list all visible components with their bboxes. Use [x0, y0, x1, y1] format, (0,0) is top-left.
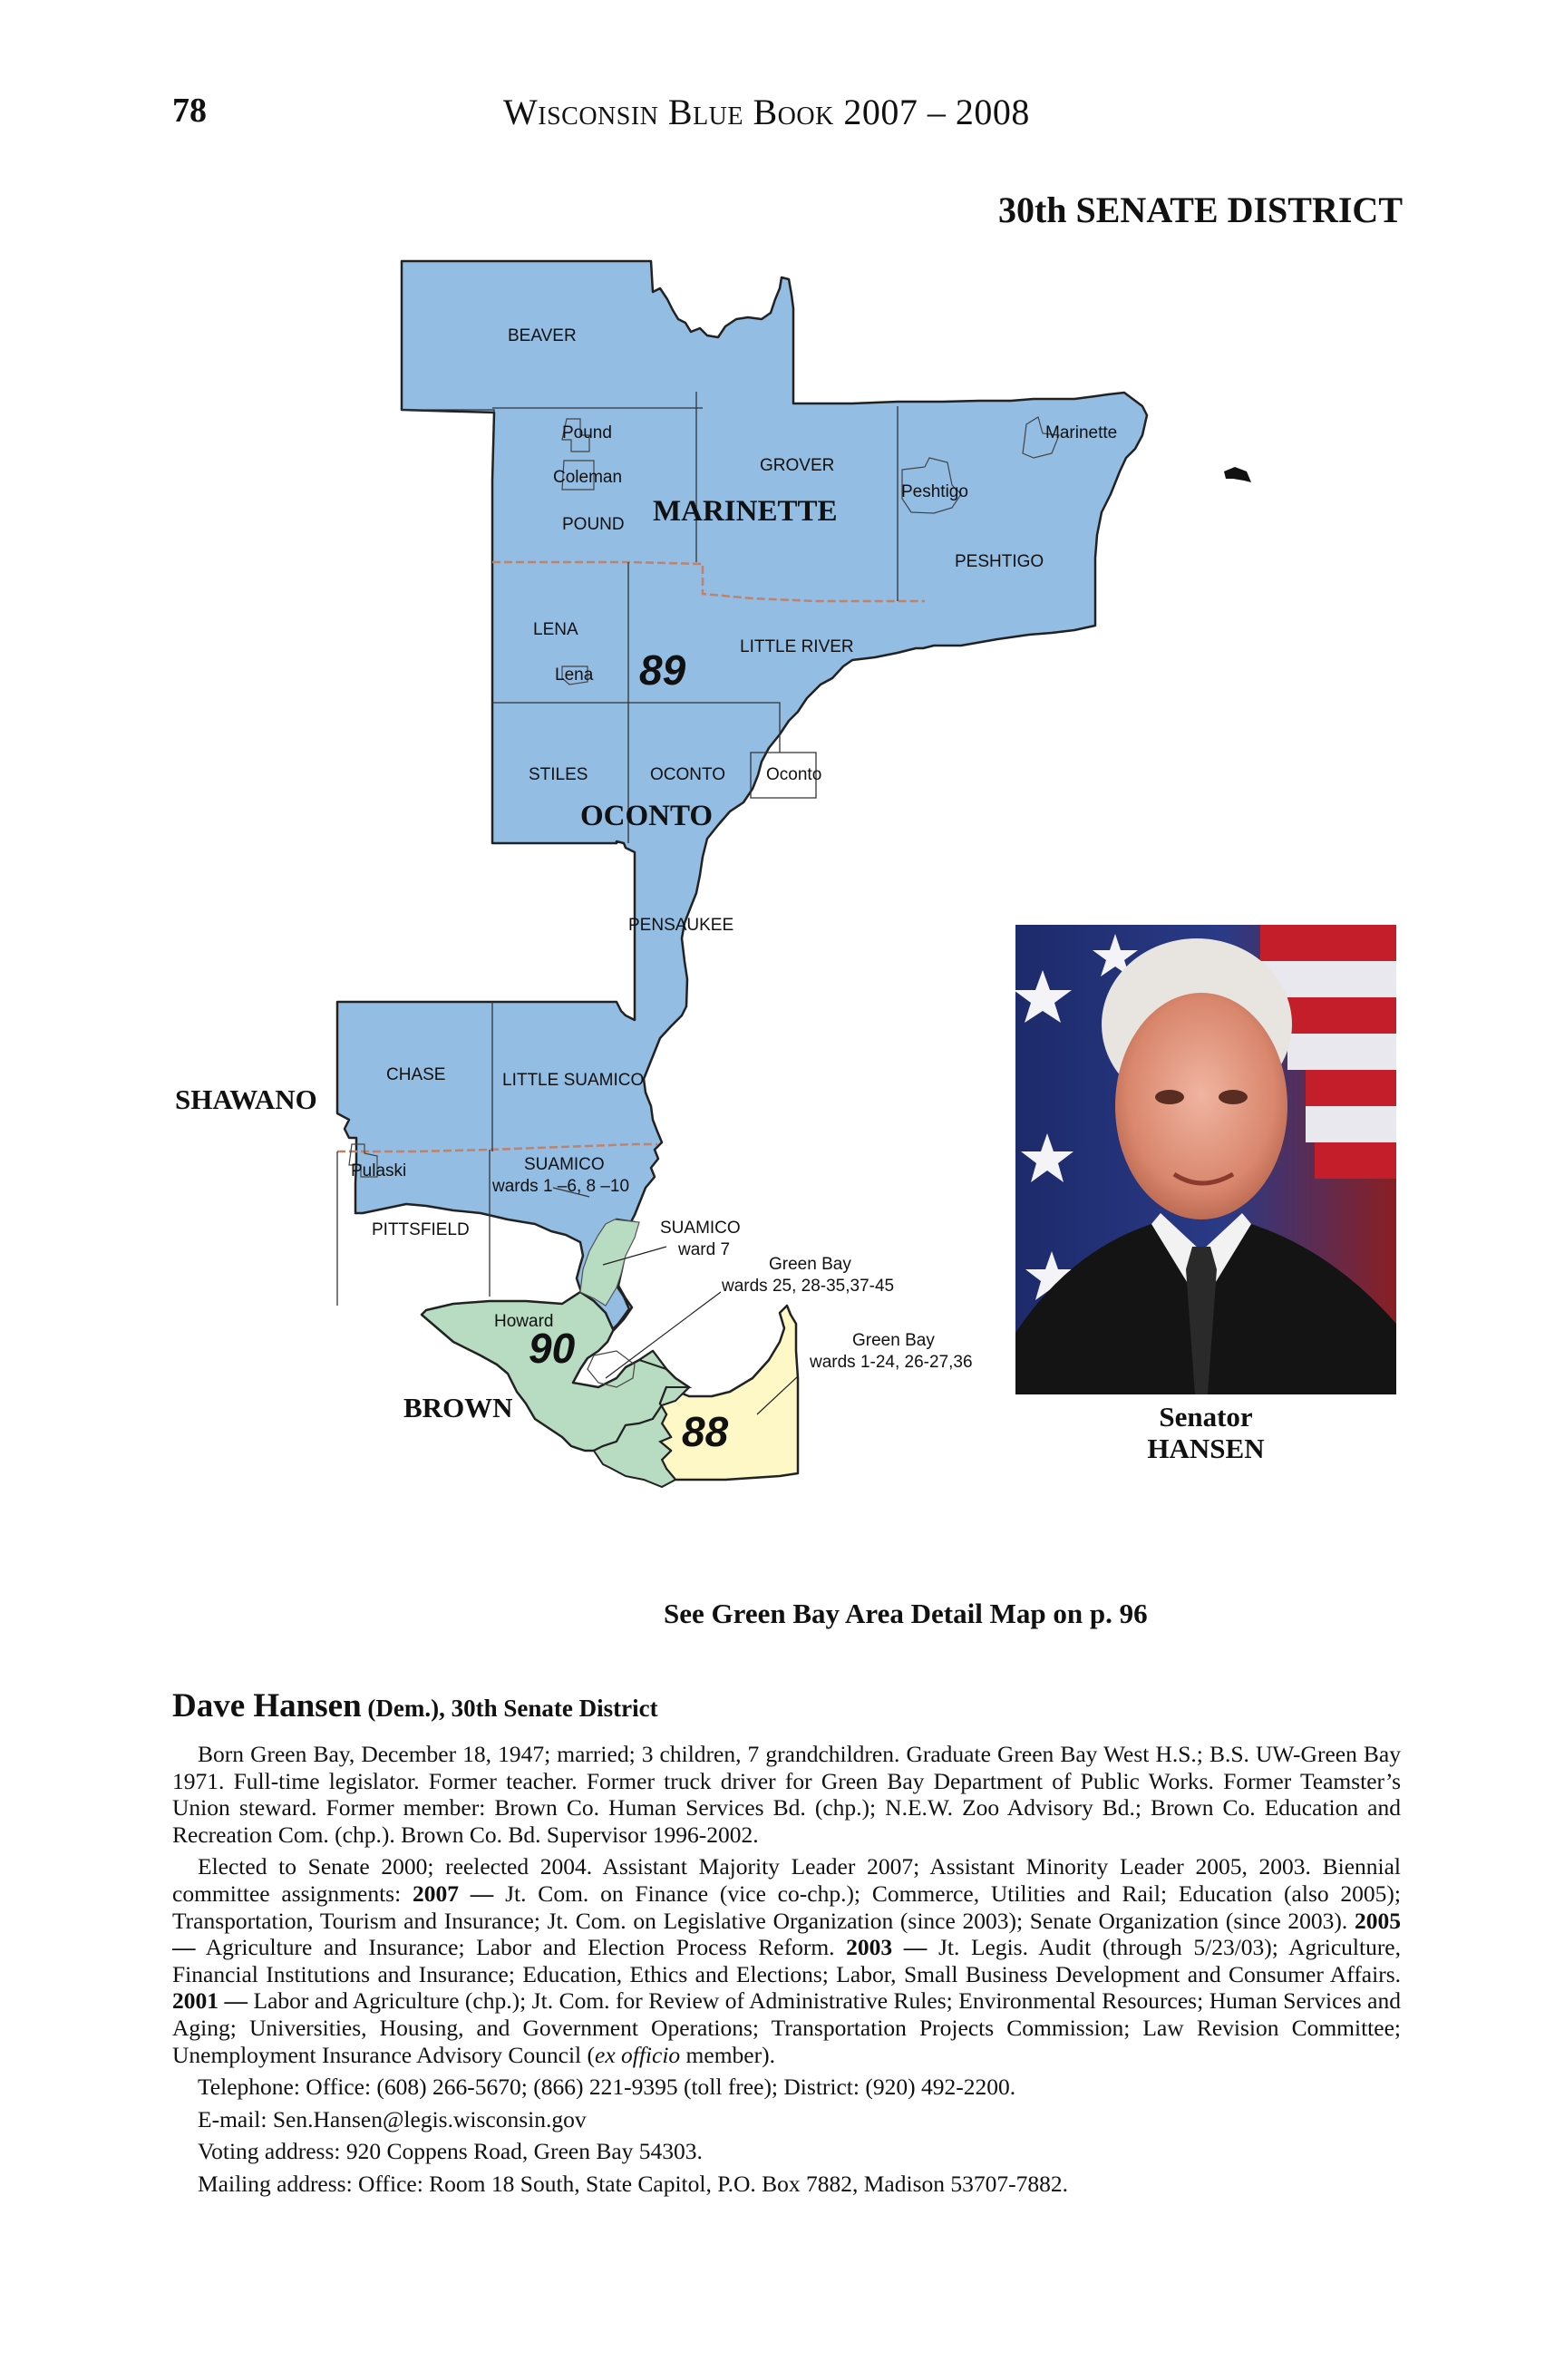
town-label-howard: Howard	[494, 1312, 554, 1331]
town-label-beaver: BEAVER	[508, 326, 577, 345]
biography	[172, 1741, 1401, 2203]
bio-voting-address: Voting address: 920 Coppens Road, Green Bay 54303.	[198, 2138, 703, 2165]
county-label-marinette: MARINETTE	[653, 495, 838, 528]
town-label-green-bay-1: Green Bay	[852, 1331, 935, 1350]
town-label-green-bay-25-wards: wards 25, 28-35,37-45	[722, 1277, 895, 1296]
town-label-peshtigo-city: Peshtigo	[901, 482, 968, 501]
town-label-pittsfield: PITTSFIELD	[372, 1220, 470, 1239]
town-label-peshtigo: PESHTIGO	[955, 552, 1044, 571]
bio-paragraph-background: Born Green Bay, December 18, 1947; married; 3 children, 7 grandchildren. Graduate Green Bay West H.S.; B.S. UW-Green Bay 1971. Full-time legislator. Former teacher. Former truck driver for Green Bay Department of Public Works. Former Teamster’s Union steward. Former member: Brown Co. Human Services Bd. (chp.); N.E.W. Zoo Advisory Bd.; Brown Co. Education and Recreation Com. (chp.). Brown Co. Bd. Supervisor 1996-2002.	[172, 1741, 1401, 1848]
town-label-green-bay-1-wards: wards 1-24, 26-27,36	[810, 1353, 973, 1372]
bio-mailing-address: Mailing address: Office: Room 18 South, State Capitol, P.O. Box 7882, Madison 53707-7882.	[198, 2170, 1068, 2197]
town-label-stiles: STILES	[529, 765, 588, 784]
town-label-pensaukee: PENSAUKEE	[628, 916, 734, 935]
county-label-shawano: SHAWANO	[175, 1083, 317, 1115]
page-number: 78	[172, 92, 207, 130]
town-label-pound-village: Pound	[562, 423, 612, 442]
senator-portrait	[1015, 925, 1396, 1394]
bio-telephone: Telephone: Office: (608) 266-5670; (866) 221-9395 (toll free); District: (920) 492-2200.	[198, 2074, 1016, 2101]
district-number-89: 89	[639, 646, 686, 694]
senator-name: Dave Hansen	[172, 1687, 362, 1724]
town-label-pound: POUND	[562, 515, 625, 534]
town-label-little-river: LITTLE RIVER	[740, 637, 854, 656]
town-label-chase: CHASE	[386, 1065, 446, 1084]
county-label-brown: BROWN	[403, 1392, 513, 1423]
bio-heading	[172, 1686, 658, 1725]
photo-caption	[1015, 1401, 1396, 1464]
town-label-coleman: Coleman	[553, 468, 623, 487]
town-label-little-suamico: LITTLE SUAMICO	[502, 1071, 645, 1090]
photo-caption-line1: Senator	[1159, 1401, 1253, 1433]
see-map-note: See Green Bay Area Detail Map on p. 96	[664, 1598, 1148, 1629]
town-label-grover: GROVER	[760, 456, 835, 475]
bio-email[interactable]: E-mail: Sen.Hansen@legis.wisconsin.gov	[198, 2105, 587, 2132]
district-number-90: 90	[529, 1325, 576, 1372]
running-title: Wisconsin Blue Book 2007 – 2008	[503, 92, 1030, 132]
town-label-suamico-wards: wards 1 –6, 8 –10	[492, 1177, 630, 1196]
party-district: (Dem.), 30th Senate District	[361, 1695, 658, 1722]
town-label-green-bay-25: Green Bay	[769, 1255, 851, 1274]
island	[1224, 467, 1251, 482]
town-label-pulaski: Pulaski	[351, 1161, 407, 1180]
town-label-lena-village: Lena	[555, 665, 594, 685]
town-label-suamico-7: SUAMICO	[660, 1219, 741, 1238]
town-label-suamico: SUAMICO	[524, 1155, 605, 1174]
bio-paragraph-career: Elected to Senate 2000; reelected 2004. Assistant Majority Leader 2007; Assistant Minority Leader 2005, 2003. Biennial committee assignments: 2007 — Jt. Com. on Finance (vice co-chp.); Commerce, Utilities and Rail; Education (also 2005); Transportation, Tourism and Insurance; Jt. Com. on Legislative Organization (since 2003); Senate Organization (since 2003). 2005 — Agriculture and Insurance; Labor and Election Process Reform. 2003 — Jt. Legis. Audit (through 5/23/03); Agriculture, Financial Institutions and Insurance; Education, Ethics and Elections; Labor, Small Business Development and Consumer Affairs. 2001 — Labor and Agriculture (chp.); Jt. Com. for Review of Administrative Rules; Environmental Resources; Human Services and Aging; Universities, Housing, and Government Operations; Transportation Projects Commission; Law Revision Committee; Unemployment Insurance Advisory Council (ex officio member).	[172, 1853, 1402, 2068]
town-label-oconto: OCONTO	[650, 765, 726, 784]
photo-caption-line2: HANSEN	[1147, 1433, 1265, 1464]
district-heading: 30th SENATE DISTRICT	[997, 189, 1403, 230]
senator-photo	[1015, 925, 1396, 1394]
town-label-oconto-city: Oconto	[766, 765, 822, 784]
town-label-lena: LENA	[533, 620, 578, 639]
town-label-suamico-7-ward: ward 7	[678, 1240, 731, 1259]
district-number-88: 88	[682, 1408, 729, 1455]
town-label-marinette-city: Marinette	[1045, 423, 1118, 442]
county-label-oconto: OCONTO	[580, 800, 714, 832]
